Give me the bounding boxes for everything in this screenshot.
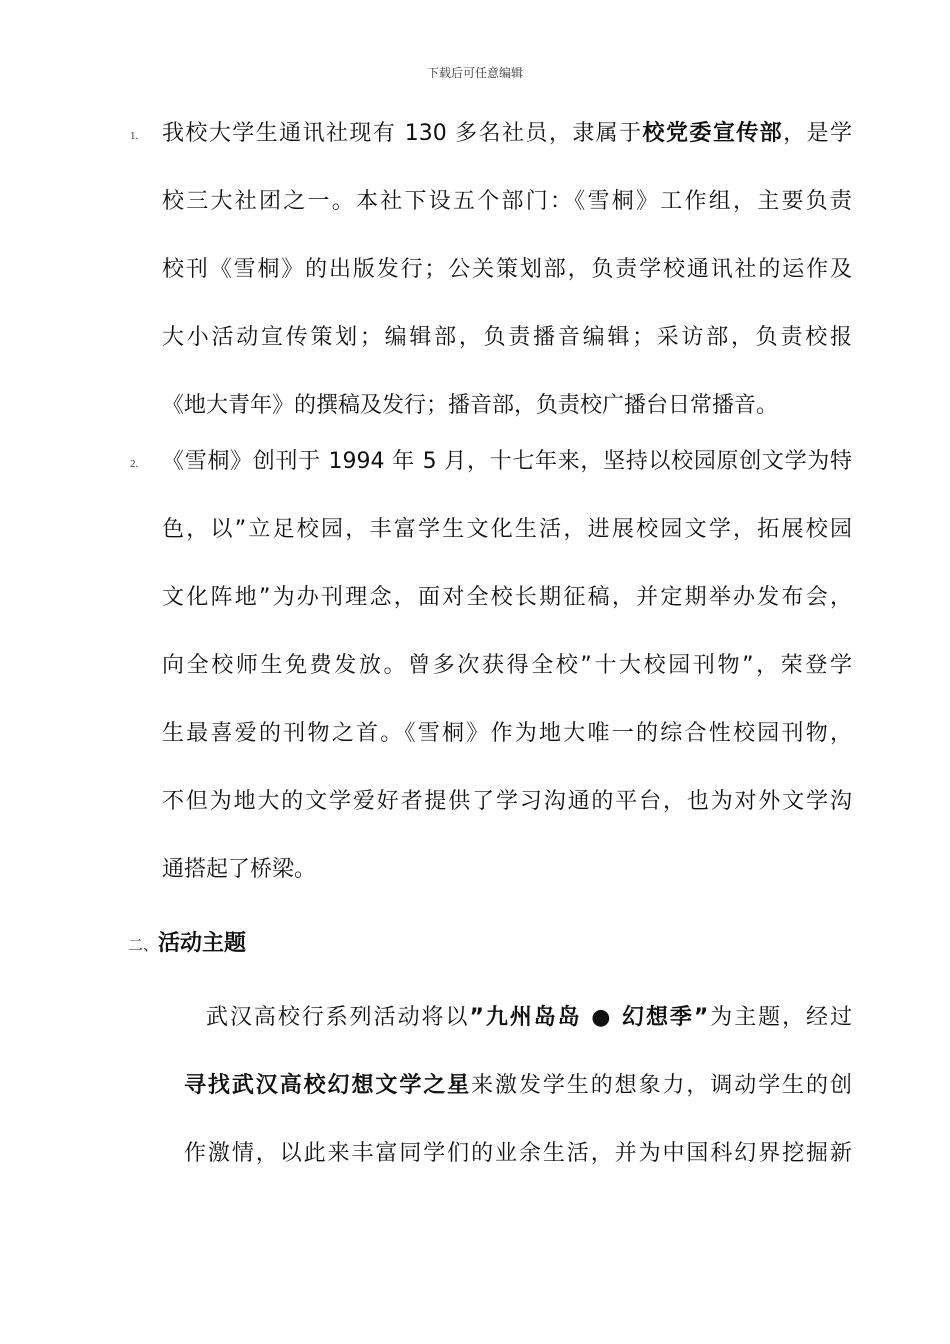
paragraph-line: 作激情，以此来丰富同学们的业余生活，并为中国科幻界挖掘新 xyxy=(184,1141,852,1166)
list-number: 1. xyxy=(130,130,139,142)
page-header: 下载后可任意编辑 xyxy=(426,66,523,80)
paragraph-line: 《地大青年》的撰稿及发行；播音部，负责校广播台日常播音。 xyxy=(162,393,779,418)
bold-text: 校党委宣传部 xyxy=(642,121,784,146)
paragraph-line: 不但为地大的文学爱好者提供了学习沟通的平台，也为对外文学沟 xyxy=(162,789,852,814)
text-span: 我校大学生通讯社现有 130 多名社员，隶属于 xyxy=(162,121,643,146)
paragraph-line: 校刊《雪桐》的出版发行；公关策划部，负责学校通讯社的运作及 xyxy=(162,257,852,282)
paragraph-line: 通搭起了桥梁。 xyxy=(162,857,317,882)
paragraph-line: 《雪桐》创刊于 1994 年 5 月，十七年来，坚持以校园原创文学为特 xyxy=(162,449,852,474)
paragraph-line xyxy=(184,1071,852,1101)
list-number: 2. xyxy=(130,458,139,470)
bold-text: 寻找武汉高校幻想文学之星 xyxy=(184,1073,472,1098)
section-title: 活动主题 xyxy=(158,931,247,956)
section-number: 二、 xyxy=(128,936,159,954)
text-span: 来激发学生的想象力，调动学生的创 xyxy=(471,1073,852,1098)
paragraph-line: 色，以”立足校园，丰富学生文化生活，进展校园文学，拓展校园 xyxy=(162,517,852,542)
text-span: 武汉高校行系列活动将以 xyxy=(206,1005,470,1030)
paragraph-line: 大小活动宣传策划；编辑部，负责播音编辑；采访部，负责校报 xyxy=(162,325,852,350)
paragraph-line xyxy=(162,119,852,149)
paragraph-line xyxy=(206,1003,852,1033)
paragraph-line: 校三大社团之一。本社下设五个部门：《雪桐》工作组，主要负责 xyxy=(162,189,852,214)
bold-text: ”九州岛岛 ● 幻想季” xyxy=(469,1005,709,1030)
paragraph-line: 生最喜爱的刊物之首。《雪桐》作为地大唯一的综合性校园刊物， xyxy=(162,721,852,746)
paragraph-line: 向全校师生免费发放。曾多次获得全校”十大校园刊物”，荣登学 xyxy=(162,653,852,678)
text-span: ，是学 xyxy=(783,121,852,146)
paragraph-line: 文化阵地”为办刊理念，面对全校长期征稿，并定期举办发布会， xyxy=(162,585,852,610)
section-heading xyxy=(128,929,246,960)
text-span: 为主题，经过 xyxy=(708,1005,852,1030)
